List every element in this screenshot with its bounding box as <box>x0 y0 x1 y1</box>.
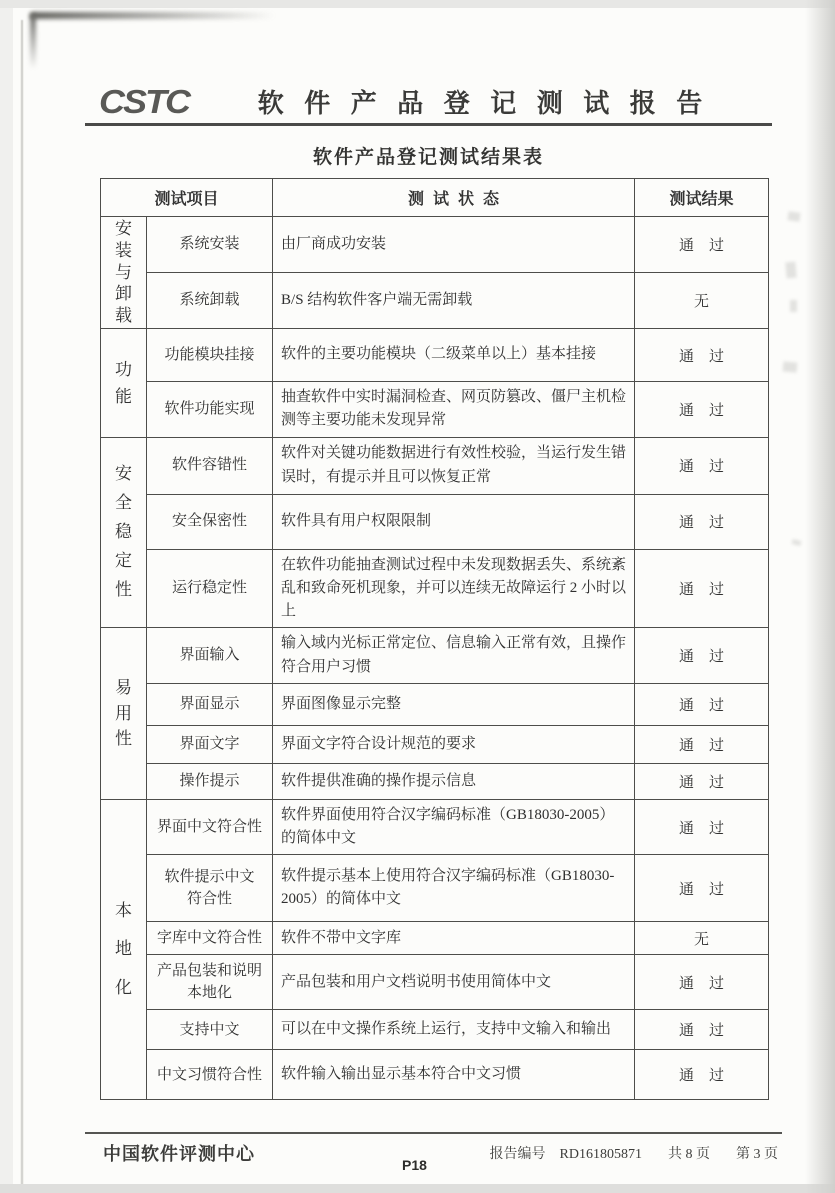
status-cell: 抽查软件中实时漏洞检查、网页防篡改、僵尸主机检测等主要功能未发现异常 <box>273 382 635 438</box>
table-header-row <box>101 179 769 217</box>
status-cell: 界面文字符合设计规范的要求 <box>273 725 635 763</box>
result-cell: 通 过 <box>635 955 769 1010</box>
table-row <box>101 329 769 382</box>
item-cell: 界面显示 <box>147 683 273 725</box>
status-cell: 产品包装和用户文档说明书使用简体中文 <box>273 955 635 1010</box>
corner-shadow <box>30 14 36 69</box>
footer-divider <box>85 1132 782 1134</box>
page-mark: P18 <box>402 1157 427 1173</box>
result-cell: 通 过 <box>635 799 769 855</box>
result-cell: 通 过 <box>635 217 769 273</box>
result-cell: 通 过 <box>635 763 769 799</box>
status-cell: 由厂商成功安装 <box>273 217 635 273</box>
result-cell: 通 过 <box>635 494 769 549</box>
status-cell: 输入域内光标正常定位、信息输入正常有效，且操作符合用户习惯 <box>273 628 635 684</box>
current-page: 第 3 页 <box>736 1147 778 1162</box>
report-number-value: RD161805871 <box>559 1147 642 1162</box>
status-cell: 软件的主要功能模块（二级菜单以上）基本挂接 <box>273 329 635 382</box>
result-cell: 通 过 <box>635 855 769 922</box>
category-cell-localization: 本地化 <box>101 799 147 1100</box>
table-title: 软件产品登记测试结果表 <box>312 147 544 168</box>
result-cell: 通 过 <box>635 628 769 684</box>
page-fold-line <box>21 20 23 1193</box>
item-cell: 软件容错性 <box>147 437 273 494</box>
scan-edge-left <box>0 8 13 1193</box>
status-cell: 软件界面使用符合汉字编码标准（GB18030-2005）的简体中文 <box>273 799 635 855</box>
status-cell: 可以在中文操作系统上运行，支持中文输入和输出 <box>273 1010 635 1050</box>
status-cell: 软件输入输出显示基本符合中文习惯 <box>273 1050 635 1100</box>
column-header-test-item: 测试项目 <box>101 179 273 217</box>
result-cell: 通 过 <box>635 549 769 628</box>
result-cell: 无 <box>635 273 769 329</box>
report-number-label: 报告编号 <box>489 1147 546 1162</box>
item-cell: 功能模块挂接 <box>147 329 273 382</box>
scan-edge-top <box>0 0 835 8</box>
result-cell: 通 过 <box>635 437 769 494</box>
status-cell: 软件不带中文字库 <box>273 922 635 955</box>
table-row <box>101 955 769 1010</box>
table-row <box>101 799 769 855</box>
item-cell: 支持中文 <box>147 1010 273 1050</box>
table-row <box>101 763 769 799</box>
table-row <box>101 494 769 549</box>
category-cell-function: 功能 <box>101 329 147 438</box>
category-cell-install: 安装与卸载 <box>101 217 147 329</box>
result-cell: 通 过 <box>635 683 769 725</box>
status-cell: 软件具有用户权限限制 <box>273 494 635 549</box>
result-cell: 通 过 <box>635 329 769 382</box>
scan-edge-bottom <box>0 1184 835 1193</box>
item-cell: 界面中文符合性 <box>147 799 273 855</box>
scan-artifact <box>783 361 798 372</box>
result-cell: 通 过 <box>635 725 769 763</box>
category-cell-usability: 易用性 <box>101 628 147 800</box>
item-cell: 运行稳定性 <box>147 549 273 628</box>
cstc-logo: CSTC <box>99 82 189 120</box>
status-cell: 界面图像显示完整 <box>273 683 635 725</box>
report-header <box>85 80 772 126</box>
scan-artifact <box>792 539 802 546</box>
table-row <box>101 549 769 628</box>
corner-shadow <box>30 12 275 19</box>
item-cell: 中文习惯符合性 <box>147 1050 273 1100</box>
footer-report-info <box>490 1143 778 1163</box>
category-cell-security-stability: 安全稳定性 <box>101 437 147 628</box>
scan-artifact <box>785 262 796 279</box>
item-cell: 界面文字 <box>147 725 273 763</box>
report-title: 软 件 产 品 登 记 测 试 报 告 <box>257 89 704 118</box>
table-row <box>101 217 769 273</box>
table-row <box>101 1010 769 1050</box>
footer-organization: 中国软件评测中心 <box>103 1144 255 1164</box>
scan-edge-right <box>805 0 835 1193</box>
table-row <box>101 1050 769 1100</box>
status-cell: 软件对关键功能数据进行有效性校验，当运行发生错误时，有提示并且可以恢复正常 <box>273 437 635 494</box>
scan-artifact <box>790 300 797 312</box>
item-cell: 系统安装 <box>147 217 273 273</box>
table-row <box>101 273 769 329</box>
status-cell: 在软件功能抽查测试过程中未发现数据丢失、系统紊乱和致命死机现象，并可以连续无故障运行 2 小时以上 <box>273 549 635 628</box>
result-cell: 通 过 <box>635 1050 769 1100</box>
scan-artifact <box>787 211 800 222</box>
item-cell: 软件提示中文符合性 <box>147 855 273 922</box>
status-cell: 软件提供准确的操作提示信息 <box>273 763 635 799</box>
result-cell: 通 过 <box>635 1010 769 1050</box>
table-row <box>101 725 769 763</box>
item-cell: 系统卸载 <box>147 273 273 329</box>
item-cell: 操作提示 <box>147 763 273 799</box>
item-cell: 产品包装和说明本地化 <box>147 955 273 1010</box>
status-cell: B/S 结构软件客户端无需卸载 <box>273 273 635 329</box>
table-row <box>101 382 769 438</box>
table-row <box>101 855 769 922</box>
result-cell: 通 过 <box>635 382 769 438</box>
test-results-table <box>100 178 769 1100</box>
result-cell: 无 <box>635 922 769 955</box>
status-cell: 软件提示基本上使用符合汉字编码标准（GB18030-2005）的简体中文 <box>273 855 635 922</box>
table-row <box>101 683 769 725</box>
item-cell: 软件功能实现 <box>147 382 273 438</box>
total-pages: 共 8 页 <box>668 1147 710 1162</box>
column-header-test-status: 测试状态 <box>273 179 635 217</box>
item-cell: 安全保密性 <box>147 494 273 549</box>
item-cell: 字库中文符合性 <box>147 922 273 955</box>
item-cell: 界面输入 <box>147 628 273 684</box>
table-row <box>101 437 769 494</box>
table-row <box>101 628 769 684</box>
column-header-test-result: 测试结果 <box>635 179 769 217</box>
table-row <box>101 922 769 955</box>
